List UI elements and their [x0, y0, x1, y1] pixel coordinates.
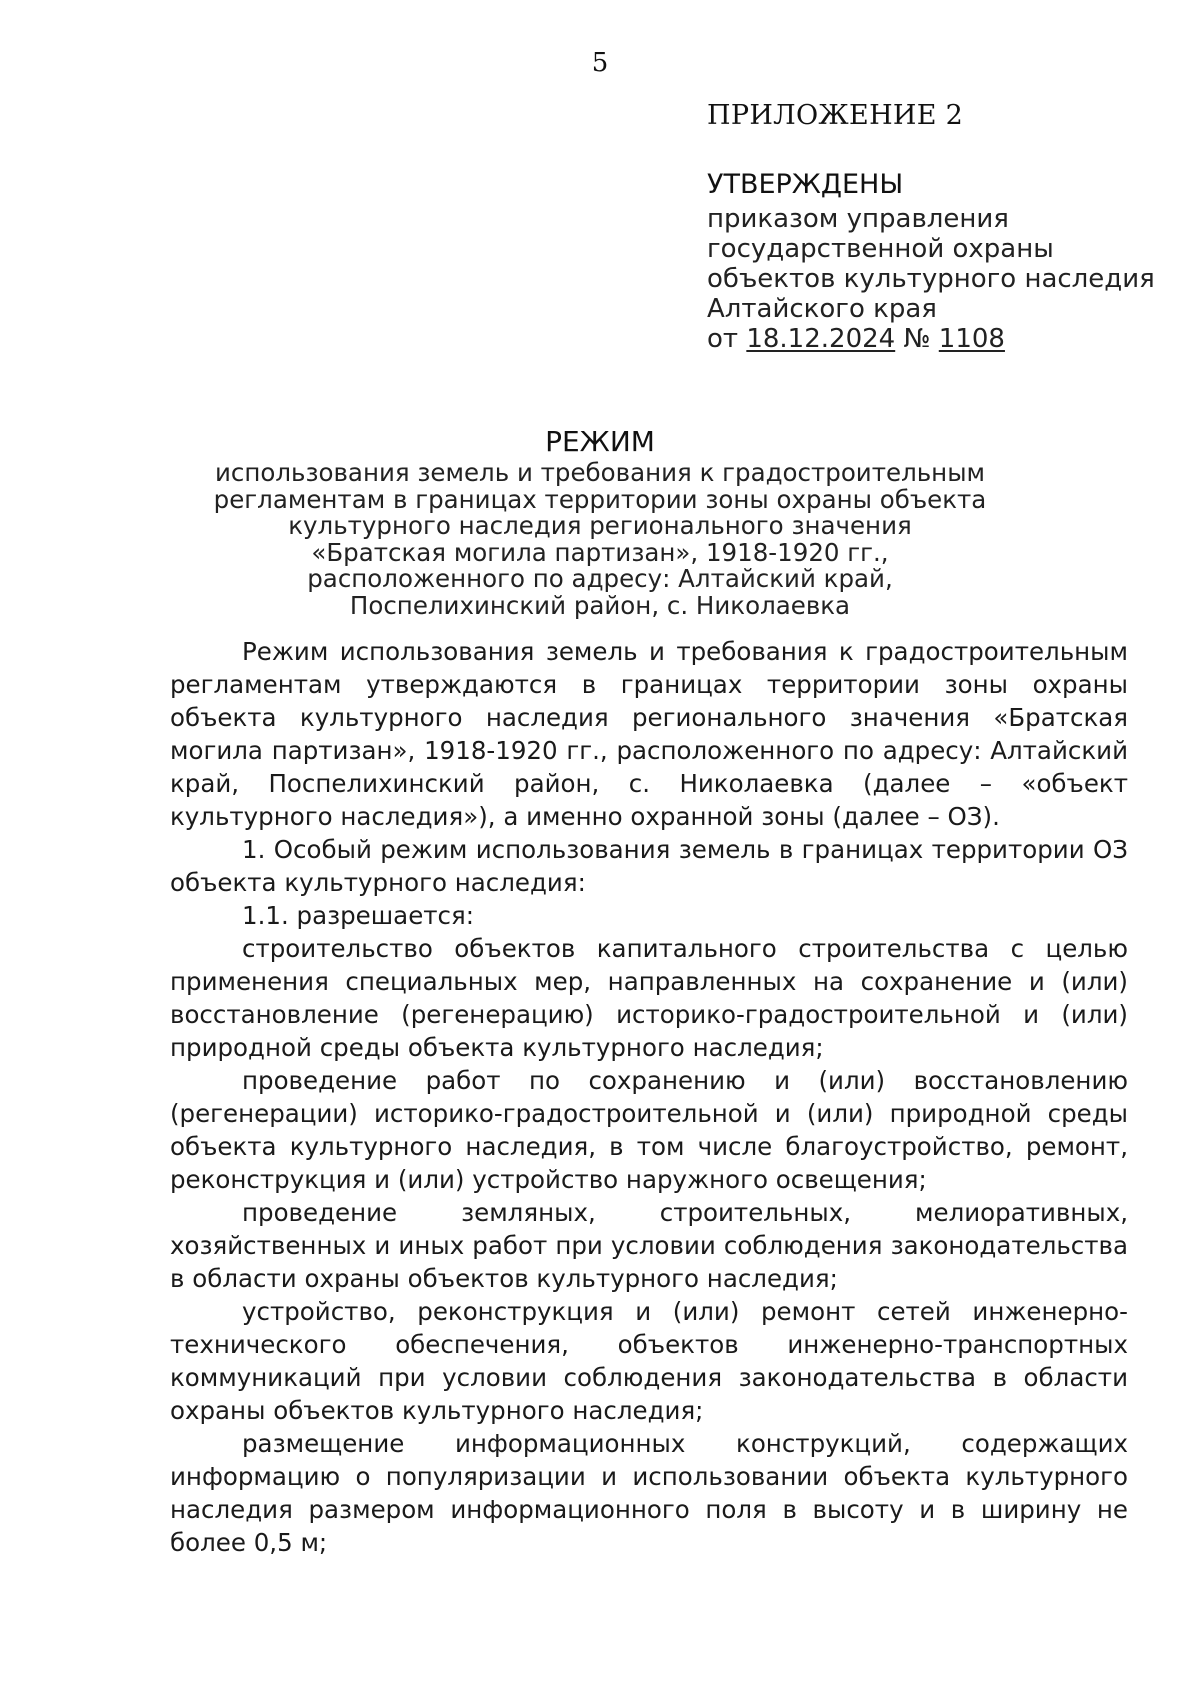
body-paragraph: проведение земляных, строительных, мелиоративных, хозяйственных и иных работ при условии соблюдения законодательства в области охраны объектов культурного наследия; — [170, 1198, 1128, 1293]
page-number: 5 — [591, 48, 609, 78]
approval-heading: УТВЕРЖДЕНЫ — [707, 169, 904, 200]
subtitle-line: «Братская могила партизан», 1918-1920 гг., — [311, 537, 889, 567]
body-paragraph: 1.1. разрешается: — [242, 901, 474, 930]
approval-line: объектов культурного наследия — [707, 264, 1155, 294]
body-paragraph: проведение работ по сохранению и (или) восстановлению (регенерации) историко-градостроительной и (или) природной среды объекта культурного наследия, в том числе благоустройство, ремонт, реконструкция и (или) устройство наружного освещения; — [170, 1066, 1128, 1194]
approval-line: Алтайского края — [707, 294, 937, 324]
body-paragraph: устройство, реконструкция и (или) ремонт сетей инженерно-технического обеспечения, объектов инженерно-транспортных коммуникаций при условии соблюдения законодательства в области охраны объектов культурного наследия; — [170, 1297, 1128, 1425]
approval-line: приказом управления — [707, 204, 1009, 234]
subtitle-line: регламентам в границах территории зоны охраны объекта — [213, 484, 987, 514]
appendix-label: ПРИЛОЖЕНИЕ 2 — [707, 100, 964, 131]
body-paragraph: размещение информационных конструкций, содержащих информацию о популяризации и использовании объекта культурного наследия размером информационного поля в высоту и в ширину не более 0,5 м; — [170, 1429, 1128, 1557]
subtitle-line: Поспелихинский район, с. Николаевка — [349, 590, 851, 620]
body-paragraph: строительство объектов капитального строительства с целью применения специальных мер, направленных на сохранение и (или) восстановление (регенерацию) историко-градостроительной и (или) природной среды объекта культурного наследия; — [170, 934, 1128, 1062]
date-prefix: от — [707, 324, 739, 354]
order-date: 18.12.2024 — [746, 324, 896, 354]
subtitle-line: расположенного по адресу: Алтайский край, — [307, 564, 893, 593]
document-title-block — [0, 425, 1200, 619]
document-title: РЕЖИМ — [545, 425, 655, 458]
body-paragraph: Режим использования земель и требования к градостроительным регламентам утверждаются в границах территории зоны охраны объекта культурного наследия регионального значения «Братская могила партизан», 1918-1920 гг., расположенного по адресу: Алтайский край, Поспелихинский район, с. Николаевка (далее – «объект культурного наследия»), а именно охранной зоны (далее – ОЗ). — [170, 637, 1128, 831]
body-paragraph: 1. Особый режим использования земель в границах территории ОЗ объекта культурного наследия: — [170, 835, 1128, 897]
subtitle-line: культурного наследия регионального значения — [288, 511, 912, 540]
order-number: 1108 — [938, 324, 1005, 354]
number-prefix: № — [903, 324, 931, 354]
approval-date-line — [707, 324, 1155, 354]
approval-block — [707, 170, 1155, 354]
document-body — [170, 635, 1128, 1559]
subtitle-line: использования земель и требования к градостроительным — [214, 458, 986, 487]
approval-line: государственной охраны — [707, 234, 1054, 264]
